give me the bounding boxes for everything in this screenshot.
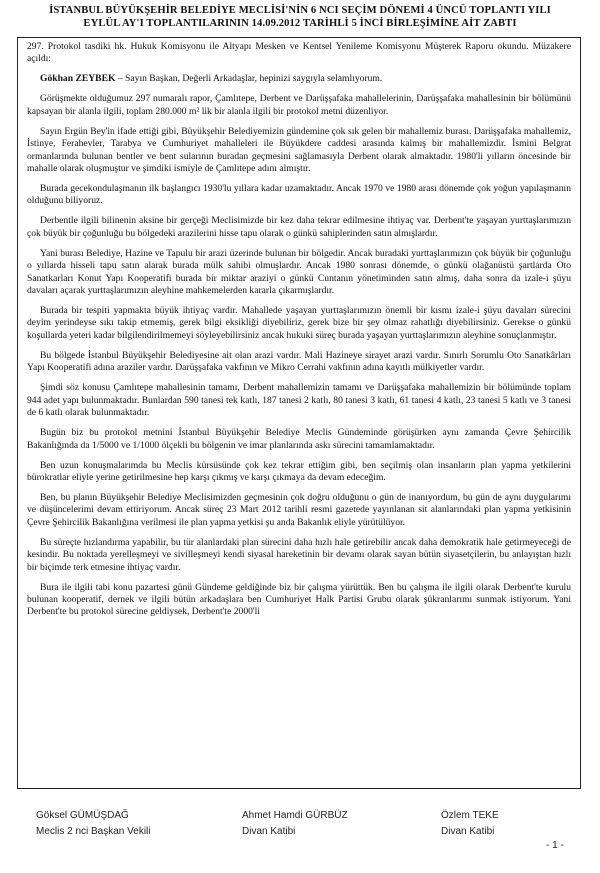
signature-1 — [36, 808, 151, 840]
paragraph-11: Bugün biz bu protokol metnini İstanbul Büyükşehir Belediye Meclis Gündeminde görüşürken aynı zamanda Çevre Şehircilik Bakanlığında da 1/5000 ve 1/1000 ölçekli bu bölgenin ve imar planlarında askı sürecini tamamlamaktadır. — [27, 427, 571, 451]
speaker-paragraph — [27, 73, 571, 85]
signature-1-title: Meclis 2 nci Başkan Vekili — [36, 826, 151, 837]
paragraph-9: Bu bölgede İstanbul Büyükşehir Belediyesine ait olan arazi vardır. Mali Hazineye sirayet arazi vardır. Sınırlı Sorumlu Oto Sanatkârları Yapı Kooperatifi adına araziler vardır. Darüşşafaka vakfının ve Mikro Cerrahi vakfının adına kayıtlı mülkiyetler vardır. — [27, 349, 571, 374]
paragraph-10: Şimdi söz konusu Çamlıtepe mahallesinin tamamı, Derbent mahallemizin tamamı ve Darüşşafaka mahallemizin bir bölümünde toplam 944 adet yapı bulunmaktadır. Bunlardan 590 tanesi tek katlı, 187 tanesi 2 katlı, 80 tanesi 3 katlı, 61 tanesi 4 katlı, 23 tanesi 5 katlı ve 3 tanesi de 6 katlı olarak bulunmaktadır. — [27, 382, 571, 419]
header-line-2: EYLÜL AY'I TOPLANTILARININ 14.09.2012 TARİHLİ 5 İNCİ BİRLEŞİMİNE AİT ZABTI — [83, 18, 517, 29]
paragraph-5: Burada gecekondulaşmanın ilk başlangıcı 1930'lu yıllara kadar uzamaktadır. Ancak 1970 ve 1980 arası dönemde çok yoğun yapılaşmanın olduğunu biliyoruz. — [27, 183, 571, 207]
header-line-1: İSTANBUL BÜYÜKŞEHİR BELEDİYE MECLİSİ'NİN 6 NCI SEÇİM DÖNEMİ 4 ÜNCÜ TOPLANTI YILI — [49, 5, 551, 16]
paragraph-15: Bura ile ilgili tabi konu pazartesi günü Gündeme geldiğinde biz bir çalışma yürüttük. Ben bu çalışma ile ilgili olarak Derbent'te kurulu bulunan kooperatif, dernek ve ilgili bütün arkadaşlara ben Cumhuriyet Halk Partisi Grubu olarak şükranlarımı sunmak istiyorum. Yani Derbent'te bu protokol sürecine geldiysek, Derbent'te 2000'li — [27, 581, 571, 618]
signature-1-name: Göksel GÜMÜŞDAĞ — [36, 810, 129, 821]
paragraph-8: Burada bir tespiti yapmakta büyük ihtiyaç vardır. Mahallede yaşayan yurttaşlarımızın önemli bir kısmı izale-i şüyu davaları sürecini deyim yerindeyse sıkı takip etmemiş, gerek bilgi eksikliği diyebiliriz, gerek bize bir şey olmaz rahatlığı diyebilirsiniz. Gerekse o günkü koşullarda yeteri kadar bilgilendirilmemeyi söyleyebilirsiniz ancak hukuki süreç burada yaşayan yurttaşlarımızın aleyhine sonuçlanmıştır. — [27, 305, 571, 341]
paragraph-7: Yani burası Belediye, Hazine ve Tapulu bir arazi üzerinde bulunan bir bölgedir. Ancak buradaki yurttaşlarımızın çok büyük bir çoğunluğu o yıllarda hisseli tapu satın alarak burada mülk sahibi olmuşlardır. Ancak 1980 sonrası dönemde, o günkü olağanüstü şartlarda Oto Sanatkarları Konut Yapı Kooperatifi burada bir miktar araziyi o günkü Cuntanın yönetiminden satın almış, daha sonra da izale-i şüyu davaları açarak yurttaşlarımızın aleyhine mahkemelerden kararla çıkarmışlardır. — [27, 247, 571, 297]
paragraph-6: Derbentle ilgili bilinenin aksine bir gerçeği Meclisimizde bir kez daha tekrar edilmesine ihtiyaç var. Derbent'te yaşayan yurttaşlarımızın çok büyük bir çoğunluğu bu bölgedeki arazilerini hisse tapu olarak o günkü sahiplerinden satın almışlardır. — [27, 215, 571, 239]
signature-3-name: Özlem TEKE — [441, 810, 499, 821]
signature-3-title: Divan Katibi — [441, 826, 495, 837]
page-number: - 1 - — [546, 840, 564, 851]
signature-2-title: Divan Katibi — [242, 826, 296, 837]
paragraph-13: Ben, bu planın Büyükşehir Belediye Meclisimizden geçmesinin çok doğru olduğunu o gün de inanıyordum, bu gün de aynı duygularımı ve düşüncelerimi devam ettiriyorum. Ancak süreç 23 Mart 2012 tarihli resmi gazetede yayınlanan sit alanlarındaki plan yapma yetkisinin Çevre Şehircilik Bakanlığına verilmesi ile plan yapma yetkisi şu anda Bakanlık eliyle yürütülüyor. — [27, 491, 571, 528]
transcript-frame — [17, 37, 581, 789]
paragraph-4: Sayın Ergün Bey'in ifade ettiği gibi, Büyükşehir Belediyemizin gündemine çok sık gelen bir mahallemiz burası. Darüşşafaka mahallemiz, İstinye, Ferahevler, Tarabya ve Cumhuriyet mahalleleri ile Büyükdere caddesi arasında kalmış bir mahallemizdir. İsmini Belgrat ormanlarında bulunan bentler ve bent sularının buradan geçmesini sağlamasıyla Derbent olarak almaktadır. 1980'li yılların öncesinde bir mahalle olarak oluşmuştur ve şimdiki ismiyle de Çamlıtepe adını almıştır. — [27, 125, 571, 175]
paragraph-14: Bu süreçte hızlandırma yapabilir, bu tür alanlardaki plan sürecini daha hızlı hale getirebilir ancak daha demokratik hale getirmeyeceği de kesindir. Bu noktada yerelleşmeyi ve sivilleşmeyi kendi siyasal hareketinin bir devamı olarak sayan bütün siyasetçilerin, bu anlayıştan hızlı bir biçimde terk etmesine ihtiyaç vardır. — [27, 536, 571, 573]
paragraph-3: Görüşmekte olduğumuz 297 numaralı rapor, Çamlıtepe, Derbent ve Darüşşafaka mahallelerinin, Darüşşafaka mahallesinin bir bölümünü kapsayan bir alanla ilgili, toplam 280.000 m² lik bir alanla ilgili bir protokol metni düzenliyor. — [27, 93, 571, 117]
paragraph-12: Ben uzun konuşmalarımda bu Meclis kürsüsünde çok kez tekrar ettiğim gibi, ben seçilmiş olan insanların plan yapma yetkilerini bürokratlar eliyle yerine getirilmesine hep karşı çıkmış ve karşı çıkmaya da devam edeceğim. — [27, 459, 571, 483]
signature-3 — [441, 808, 499, 840]
agenda-paragraph: 297. Protokol tasdiki hk. Hukuk Komisyonu ile Altyapı Mesken ve Kentsel Yenileme Komisyonu Müşterek Raporu okundu. Müzakere açıldı: — [27, 41, 571, 65]
document-header — [0, 4, 600, 30]
signature-2 — [242, 808, 348, 840]
speaker-greeting: – Sayın Başkan, Değerli Arkadaşlar, hepinizi saygıyla selamlıyorum. — [115, 73, 383, 85]
speaker-name: Gökhan ZEYBEK — [40, 73, 116, 85]
transcript-body — [18, 38, 580, 619]
signature-2-name: Ahmet Hamdi GÜRBÜZ — [242, 810, 348, 821]
